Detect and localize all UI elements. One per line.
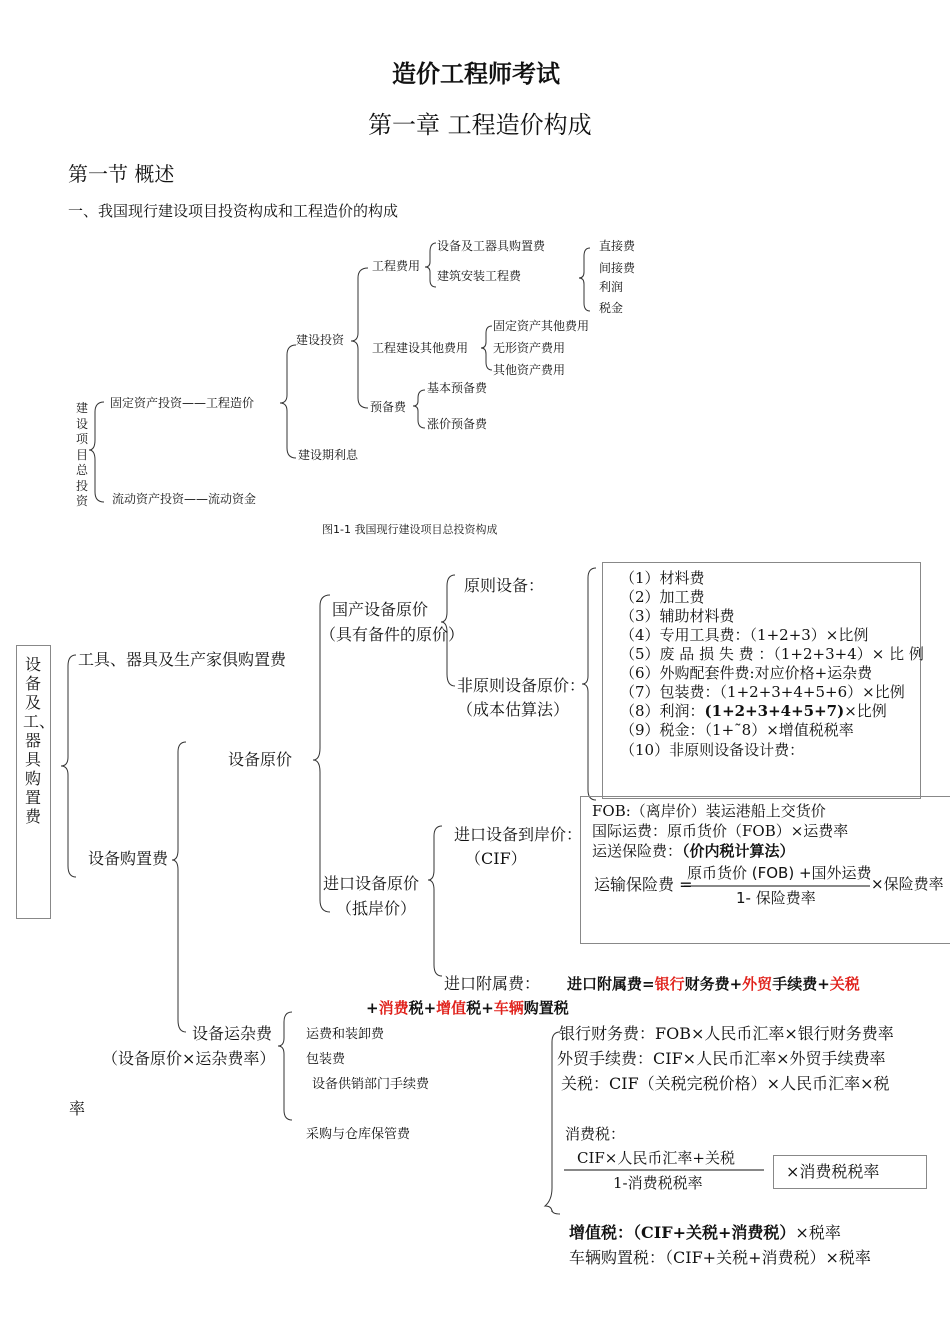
item8-tail: ×比例: [844, 702, 887, 720]
addon-part: 手续费+: [772, 975, 830, 993]
fig1-equip: 设备及工器具购置费: [437, 239, 546, 253]
nonstd-item: （1）材料费: [620, 569, 705, 587]
addon-part: 购置税: [523, 999, 569, 1017]
brace-build: [351, 268, 368, 408]
fig1-other-item: 固定资产其他费用: [493, 319, 590, 333]
nonstd-item: （2）加工费: [620, 588, 705, 606]
brace-install: [579, 248, 590, 311]
addon-part-red: 外贸: [742, 975, 773, 993]
insurance-method: （价内税计算法）: [682, 842, 795, 860]
brace-import: [428, 826, 442, 976]
fig1-install-item: 利润: [599, 280, 624, 294]
fig2-transport: 设备运杂费: [192, 1024, 273, 1043]
vat-label: 增值税：: [569, 1223, 634, 1242]
addon-part-red: 关税: [829, 975, 860, 993]
addon-formula-1: [567, 977, 860, 992]
brace-eng: [425, 243, 436, 287]
insurance-line: [592, 844, 795, 859]
chapter-title: 第一章 工程造价构成: [368, 111, 592, 139]
fob-line: 国际运费：原币货价（FOB）×运费率: [592, 822, 849, 840]
nonstd-item-8: [620, 704, 887, 719]
fig2-nonstd-note: （成本估算法）: [457, 700, 570, 719]
fig2-root: 设备及工、器具购置费: [23, 655, 56, 826]
fig1-install: 建筑安装工程费: [437, 269, 522, 283]
item8-formula: (1+2+3+4+5+7): [704, 702, 845, 720]
fee-line: 外贸手续费：CIF×人民币汇率×外贸手续费率: [557, 1049, 886, 1068]
consume-numerator: CIF×人民币汇率+关税: [577, 1149, 735, 1167]
fig1-build-invest: 建设投资: [296, 333, 345, 347]
insurance-label: 运送保险费：: [592, 842, 683, 860]
transport-item: 运费和装卸费: [306, 1027, 385, 1042]
addon-part-red: 车辆: [493, 999, 524, 1017]
transport-item: 采购与仓库保管费: [306, 1127, 411, 1142]
addon-part: 进口附属费=: [567, 975, 655, 993]
fig1-other-item: 无形资产费用: [493, 341, 566, 355]
vat-line: [569, 1225, 841, 1241]
page-title: 造价工程师考试: [392, 59, 560, 88]
fig1-other: 工程建设其他费用: [372, 341, 469, 355]
fig2-domestic: 国产设备原价: [332, 600, 429, 619]
insurance-formula-lhs: 运输保险费 =: [594, 875, 693, 894]
fig1-other-item: 其他资产费用: [493, 363, 566, 377]
fig1-install-item: 直接费: [599, 239, 636, 253]
vat-formula: （CIF+关税+消费税）: [633, 1223, 796, 1242]
consume-rate: ×消费税税率: [786, 1162, 880, 1181]
fig2-domestic-note: （具有备件的原价）: [320, 625, 465, 644]
fig1-eng-cost: 工程费用: [372, 259, 421, 273]
fig1-reserve: 预备费: [370, 400, 407, 414]
fee-line: 关税：CIF（关税完税价格）×人民币汇率×税: [561, 1074, 890, 1093]
fig2-cif: 进口设备到岸价：: [454, 825, 583, 844]
subsection-title: 一、我国现行建设项目投资构成和工程造价的构成: [68, 202, 399, 220]
fig2-orig: 设备原价: [228, 750, 293, 769]
fig2-transport-note: （设备原价×运杂费率）: [102, 1049, 276, 1068]
section-title: 第一节 概述: [68, 162, 175, 186]
nonstd-item: （5）废 品 损 失 费 ：（1+2+3+4）× 比 例: [620, 645, 924, 663]
nonstd-item: （6）外购配套件费:对应价格+运杂费: [620, 664, 873, 682]
fig1-liquid: 流动资产投资——流动资金: [112, 492, 257, 506]
insurance-tail: ×保险费率: [871, 875, 944, 893]
fig1-fixed: 固定资产投资——工程造价: [110, 396, 255, 410]
nonstd-item: （10）非原则设备设计费：: [620, 741, 805, 759]
fig2-cif-note: （CIF）: [465, 849, 527, 868]
fig2-purchase: 设备购置费: [88, 849, 169, 868]
nonstd-item: （7）包装费：（1+2+3+4+5+6）×比例: [620, 683, 905, 701]
fee-line: 银行财务费：FOB×人民币汇率×银行财务费率: [559, 1024, 894, 1043]
brace-root2: [61, 655, 76, 877]
brace-reserve: [413, 390, 425, 428]
addon-label: 进口附属费：: [444, 974, 541, 993]
fig2-std: 原则设备：: [464, 576, 545, 595]
fig1-install-item: 税金: [599, 301, 624, 315]
fig2-import-note: （抵岸价）: [336, 899, 417, 918]
addon-part-red: 银行: [654, 975, 685, 993]
consume-label: 消费税：: [565, 1125, 626, 1143]
addon-part: 税+: [466, 999, 494, 1017]
nonstd-item: （9）税金：（1+˜8）×增值税税率: [620, 721, 854, 739]
nonstd-item: （4）专用工具费：（1+2+3）×比例: [620, 626, 869, 644]
fig1-interest: 建设期利息: [298, 448, 359, 462]
addon-formula-2: [366, 1001, 569, 1016]
transport-item: 设备供销部门手续费: [312, 1077, 430, 1092]
addon-part: +: [366, 999, 379, 1017]
insurance-denominator: 1- 保险费率: [736, 889, 816, 907]
brace-other: [481, 326, 492, 370]
brace-purchase: [172, 742, 186, 1032]
addon-part: 财务费+: [684, 975, 743, 993]
fig1-reserve-item: 基本预备费: [427, 381, 488, 395]
fig1-install-item: 间接费: [599, 261, 636, 275]
fig2-import: 进口设备原价: [323, 874, 420, 893]
vehicle-tax-line: 车辆购置税：（CIF+关税+消费税）×税率: [569, 1248, 871, 1267]
consume-denominator: 1-消费税税率: [613, 1174, 703, 1192]
brace-root: [89, 402, 104, 502]
transport-item: 包装费: [306, 1052, 346, 1067]
fig2-tools: 工具、器具及生产家俱购置费: [78, 650, 287, 669]
fig1-caption: 图1-1 我国现行建设项目总投资构成: [322, 523, 498, 536]
fig2-transport-wrap: 率: [69, 1099, 86, 1118]
vat-tail: ×税率: [795, 1223, 841, 1242]
insurance-numerator: 原币货价 (FOB) +国外运费: [687, 864, 872, 882]
brace-transport: [278, 1012, 292, 1120]
brace-fixed: [280, 345, 296, 458]
addon-part-red: 消费: [378, 999, 409, 1017]
addon-part: 税+: [408, 999, 437, 1017]
addon-part-red: 增值: [436, 999, 467, 1017]
nonstd-item: （3）辅助材料费: [620, 607, 735, 625]
item8-label: （8）利润：: [620, 702, 705, 720]
fob-line: FOB:（离岸价）装运港船上交货价: [592, 802, 826, 820]
fig1-root: 建设项目总投资: [75, 401, 88, 508]
fig1-reserve-item: 涨价预备费: [427, 417, 488, 431]
fig2-nonstd: 非原则设备原价：: [457, 676, 586, 695]
